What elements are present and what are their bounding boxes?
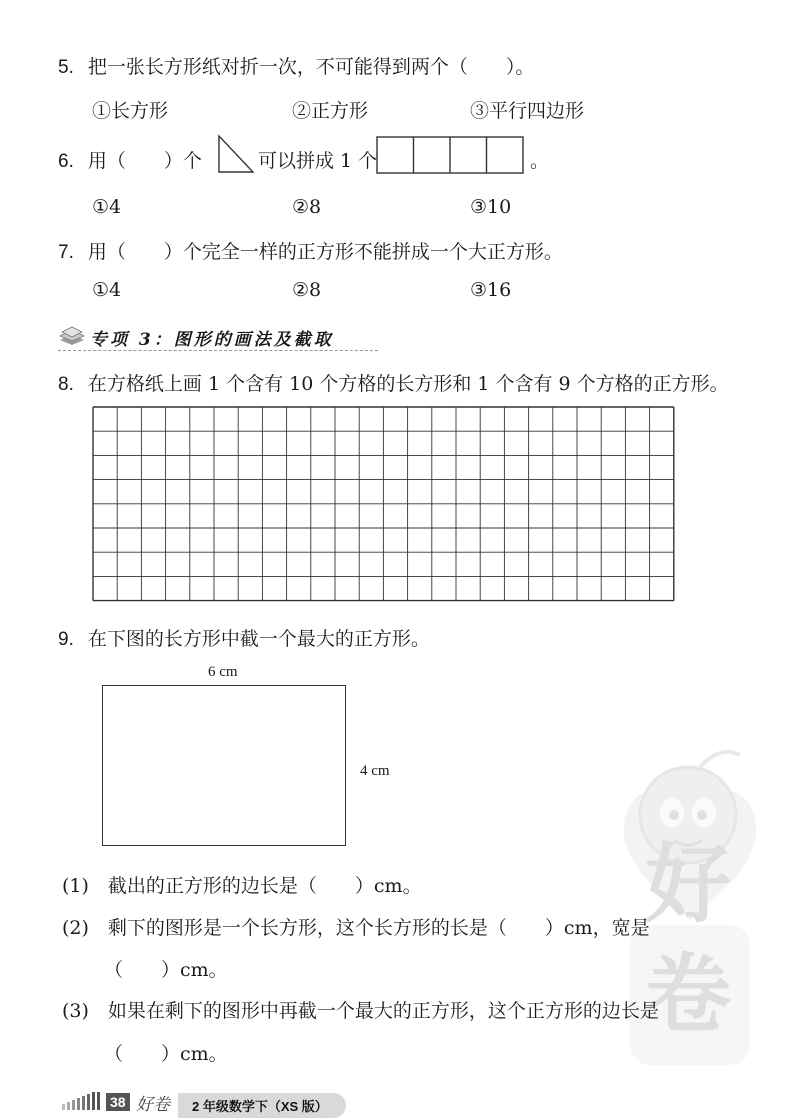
q9-sub-3-line-2: （ ）cm。 — [104, 1043, 228, 1065]
question-number: 6. — [58, 151, 74, 172]
width-label: 6 cm — [208, 664, 238, 680]
q5-option-1[interactable]: ①长方形 — [92, 100, 169, 122]
watermark-text: 好卷 — [645, 835, 731, 1045]
footer-book-title: 2 年级数学下（XS 版） — [178, 1093, 346, 1118]
question-number: 8. — [58, 374, 74, 395]
watermark-mascot — [610, 745, 770, 1075]
section-title: 专项 3：图形的画法及截取 — [90, 330, 334, 350]
question-text-part3: 。 — [530, 150, 550, 172]
question-7 — [58, 237, 563, 264]
q7-option-3[interactable]: ③16 — [470, 279, 512, 301]
q9-sub-3-line-1: (3) 如果在剩下的图形中再截一个最大的正方形，这个正方形的边长是 — [62, 1000, 659, 1022]
question-number: 9. — [58, 629, 74, 650]
grid-paper[interactable] — [92, 406, 678, 606]
footer-stripes — [62, 1092, 106, 1114]
q6-option-3[interactable]: ③10 — [470, 196, 512, 218]
question-text: 用（ ）个完全一样的正方形不能拼成一个大正方形。 — [87, 241, 563, 263]
four-square-rectangle — [376, 136, 526, 180]
question-text-part1: 用（ ）个 — [87, 150, 202, 172]
question-text-part2: 可以拼成 1 个 — [258, 150, 378, 172]
question-number: 5. — [58, 57, 74, 78]
q6-option-1[interactable]: ①4 — [92, 196, 122, 218]
q9-sub-1: (1) 截出的正方形的边长是（ ）cm。 — [62, 875, 422, 897]
question-text: 在方格纸上画 1 个含有 10 个方格的长方形和 1 个含有 9 个方格的正方形。 — [87, 373, 729, 395]
q6-option-2[interactable]: ②8 — [292, 196, 322, 218]
question-text: 在下图的长方形中截一个最大的正方形。 — [87, 628, 430, 650]
question-6 — [58, 146, 202, 173]
q7-option-2[interactable]: ②8 — [292, 279, 322, 301]
question-8 — [58, 369, 729, 396]
page-number: 38 — [106, 1093, 130, 1111]
q7-option-1[interactable]: ①4 — [92, 279, 122, 301]
triangle-figure — [217, 134, 255, 178]
footer-logo: 好卷 — [136, 1095, 170, 1115]
books-icon — [58, 326, 86, 350]
q9-sub-2-line-1: (2) 剩下的图形是一个长方形，这个长方形的长是（ ）cm，宽是 — [62, 917, 650, 939]
q9-sub-2-line-2: （ ）cm。 — [104, 959, 228, 981]
question-9 — [58, 624, 430, 651]
question-number: 7. — [58, 242, 74, 263]
q5-option-3[interactable]: ③平行四边形 — [470, 100, 585, 122]
rectangle-figure — [102, 685, 346, 846]
height-label: 4 cm — [360, 763, 390, 779]
section-underline — [58, 350, 378, 351]
question-5 — [58, 52, 534, 79]
q5-option-2[interactable]: ②正方形 — [292, 100, 369, 122]
question-text: 把一张长方形纸对折一次，不可能得到两个（ ）。 — [87, 56, 535, 78]
